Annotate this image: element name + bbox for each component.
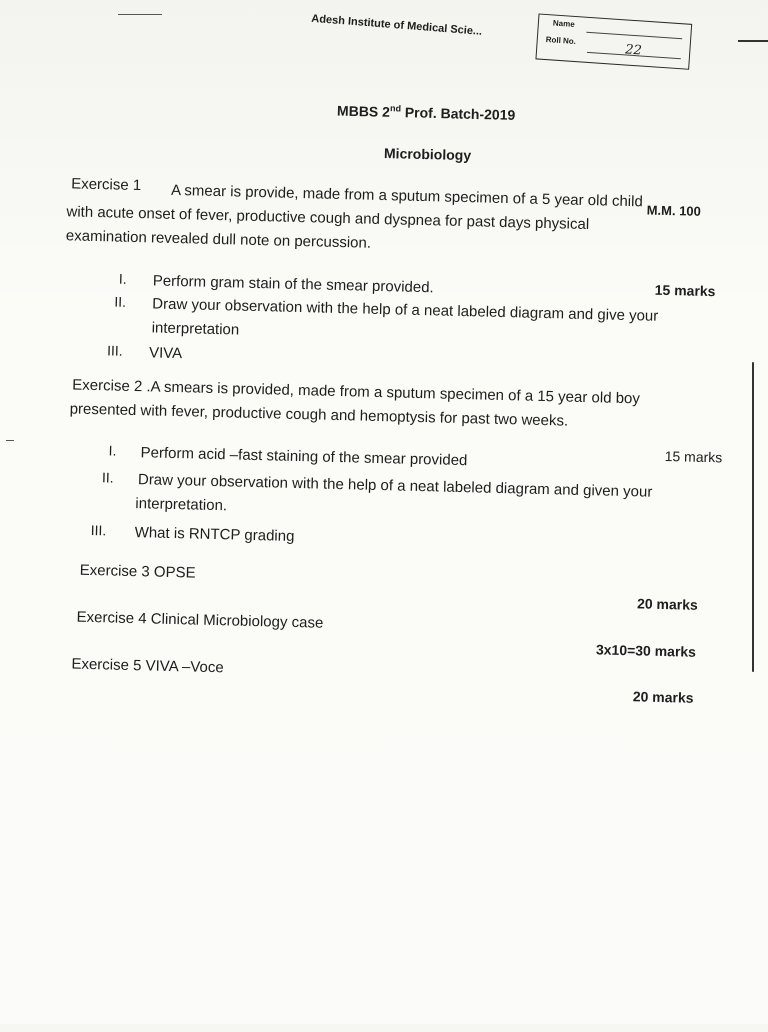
exercise1-item1-text: Perform gram stain of the smear provided. — [152, 272, 434, 297]
subject-title: Microbiology — [383, 145, 472, 164]
exercise1-item3-text: VIVA — [148, 344, 183, 363]
exam-title-suffix: Prof. Batch-2019 — [400, 104, 516, 123]
exercise3-text: Exercise 3 OPSE — [79, 561, 196, 582]
exercise5-text: Exercise 5 VIVA –Voce — [71, 655, 224, 677]
exercise1-item2-text2: interpretation — [151, 319, 240, 339]
max-marks: M.M. 100 — [646, 202, 702, 219]
exercise3-marks: 20 marks — [636, 595, 698, 613]
exercise5-marks: 20 marks — [632, 688, 694, 706]
exam-title-prefix: MBBS 2 — [336, 102, 391, 120]
exercise2-item1-text: Perform acid –fast staining of the smear provided — [140, 444, 468, 470]
exercise2-item2-text: Draw your observation with the help of a neat labeled diagram and given your — [137, 471, 653, 501]
exercise1-marks: 15 marks — [654, 281, 716, 300]
exercise2-line1: Exercise 2 .A smears is provided, made from a sputum specimen of a 15 year old boy — [72, 376, 641, 408]
exercise1-item1-num: I. — [118, 270, 127, 287]
roll-label: Roll No. — [545, 35, 577, 47]
exercise1-line3: examination revealed dull note on percussion. — [65, 227, 372, 252]
exercise4-marks: 3x10=30 marks — [595, 641, 697, 660]
exercise1-item2-num: II. — [114, 293, 127, 310]
exam-title — [337, 102, 516, 123]
exercise2-item3-text: What is RNTCP grading — [134, 524, 295, 545]
name-label: Name — [552, 18, 575, 29]
roll-number: 22 — [624, 42, 643, 59]
exercise2-item1-num: I. — [108, 442, 117, 459]
name-line — [586, 32, 682, 40]
exercise2-marks: 15 marks — [664, 447, 723, 466]
exercise2-item2-num: II. — [101, 469, 114, 486]
exam-title-sup: nd — [389, 103, 402, 114]
exercise1-line2: with acute onset of fever, productive cough and dyspnea for past days physical — [66, 203, 590, 234]
exercise4-text: Exercise 4 Clinical Microbiology case — [76, 608, 324, 632]
institute-stamp: Adesh Institute of Medical Scie... — [310, 12, 483, 38]
name-roll-box — [535, 13, 692, 69]
exercise1-label: Exercise 1 — [70, 175, 142, 195]
exercise2-line2: presented with fever, productive cough and hemoptysis for past two weeks. — [69, 400, 569, 430]
exercise1-item2-text: Draw your observation with the help of a neat labeled diagram and give your — [152, 295, 659, 325]
exercise2-item3-num: III. — [90, 521, 107, 539]
exercise1-item3-num: III. — [106, 342, 123, 359]
exercise2-item2-text2: interpretation. — [135, 495, 228, 515]
exercise1-line1: A smear is provide, made from a sputum specimen of a 5 year old child — [170, 181, 644, 211]
